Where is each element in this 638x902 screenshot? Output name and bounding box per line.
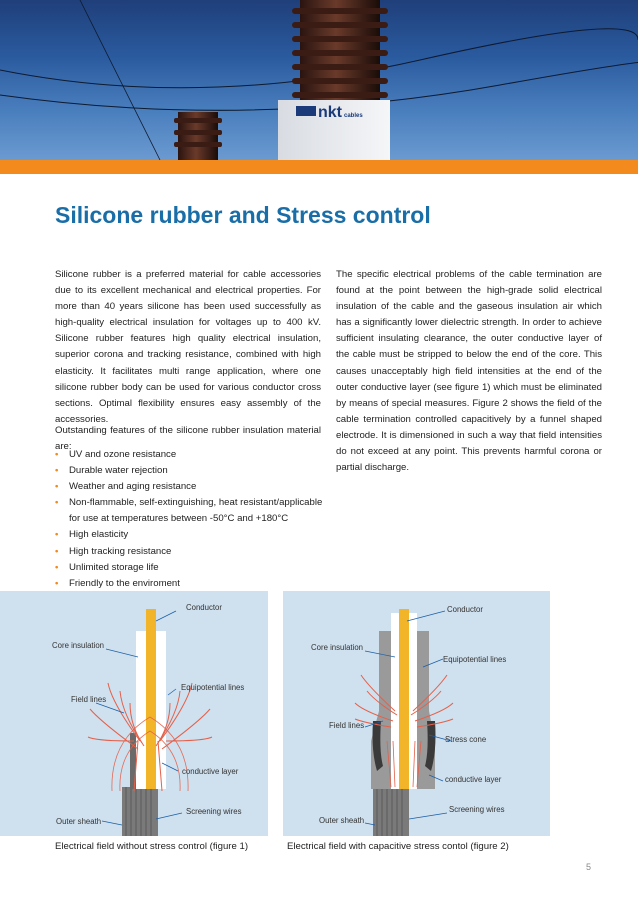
- figure-2-caption: Electrical field with capacitive stress contol (figure 2): [287, 841, 509, 852]
- label-screening-wires: Screening wires: [186, 807, 242, 816]
- bullet-icon: •: [55, 545, 59, 557]
- label-equipotential-lines: Equipotential lines: [443, 655, 507, 664]
- left-paragraph: Silicone rubber is a preferred material for cable accessories due to its excellent mechanical and electrical properties. For more than 40 years silicone has been used successfully as high-quality electrical insulation for voltages up to 400 kV. Silicone rubber features high quality electrical insulation, superior corona and tracking resistance, combined with high elasticity. It facilitates multi range application, where one silicone rubber body can be used for various conductor cross sections. Optimal flexibility ensures easy assembly of the accessories.: [55, 269, 321, 425]
- figure-1: [0, 591, 268, 836]
- bullet-icon: •: [55, 497, 59, 509]
- figure-1-caption: Electrical field without stress control (figure 1): [55, 841, 249, 852]
- label-core-insulation: Core insulation: [311, 643, 364, 652]
- label-field-lines: Field lines: [329, 721, 365, 730]
- label-outer-sheath: Outer sheath: [56, 817, 102, 826]
- hero-illustration: [0, 0, 638, 160]
- bullet-icon: •: [55, 529, 59, 541]
- figure-2-diagram: [283, 591, 550, 836]
- bullet-icon: •: [55, 481, 59, 493]
- bullet-icon: •: [55, 561, 59, 573]
- page-title: Silicone rubber and Stress control: [55, 202, 431, 228]
- features-list: [55, 447, 335, 592]
- list-item: • High elasticity: [55, 527, 335, 543]
- nkt-logo: nkt cables: [318, 104, 363, 121]
- features-intro: Outstanding features of the silicone rubber insulation material are:: [55, 425, 321, 453]
- label-conductor: Conductor: [447, 605, 483, 614]
- bullet-icon: •: [55, 449, 59, 460]
- list-item: • Friendly to the enviroment: [55, 576, 335, 592]
- page-number: 5: [586, 862, 592, 872]
- label-equipotential-lines: Equipotential lines: [181, 683, 245, 692]
- hero-photo: [0, 0, 638, 160]
- insulator-large: [292, 0, 388, 110]
- figure-1-diagram: [0, 591, 268, 836]
- label-outer-sheath: Outer sheath: [319, 816, 365, 825]
- bullet-icon: •: [55, 465, 59, 477]
- list-item: • Unlimited storage life: [55, 560, 335, 576]
- label-conductive-layer: conductive layer: [445, 775, 502, 784]
- label-stress-cone: Stress cone: [445, 735, 487, 744]
- label-conductive-layer: conductive layer: [182, 767, 239, 776]
- label-field-lines: Field lines: [71, 695, 107, 704]
- label-core-insulation: Core insulation: [52, 641, 105, 650]
- right-paragraph: The specific electrical problems of the cable termination are found at the point between the high-grade solid electrical insulation of the cable and the gaseous insulation air which has a significantly lower dielectric strength. In order to achieve sufficient insulating clearance, the outer conductive layer of the cable must be stripped to below the end of the core. This causes unacceptably high field intensities at the end of the outer conductive layer (see figure 1) which must be eliminated by means of special measures. Figure 2 shows the field of the cable termination controlled capacitively by a funnel shaped electrode. It is dimensioned in such a way that field intensities do not exceed at any point. This prevents harmful corona or partial discharge.: [336, 269, 602, 474]
- bullet-icon: •: [55, 577, 59, 589]
- figure-2: [283, 591, 550, 836]
- label-conductor: Conductor: [186, 603, 222, 612]
- list-item: • UV and ozone resistance: [55, 447, 335, 463]
- label-screening-wires: Screening wires: [449, 805, 505, 814]
- list-item: • Durable water rejection: [55, 463, 335, 479]
- list-item: • Non-flammable, self-extinguishing, heat resistant/applicable for use at temperatures between -50°C and +180°C: [55, 497, 323, 525]
- list-item: • Weather and aging resistance: [55, 479, 335, 495]
- insulator-small: [174, 112, 222, 160]
- list-item: • High tracking resistance: [55, 544, 335, 560]
- orange-accent-bar: [0, 160, 638, 174]
